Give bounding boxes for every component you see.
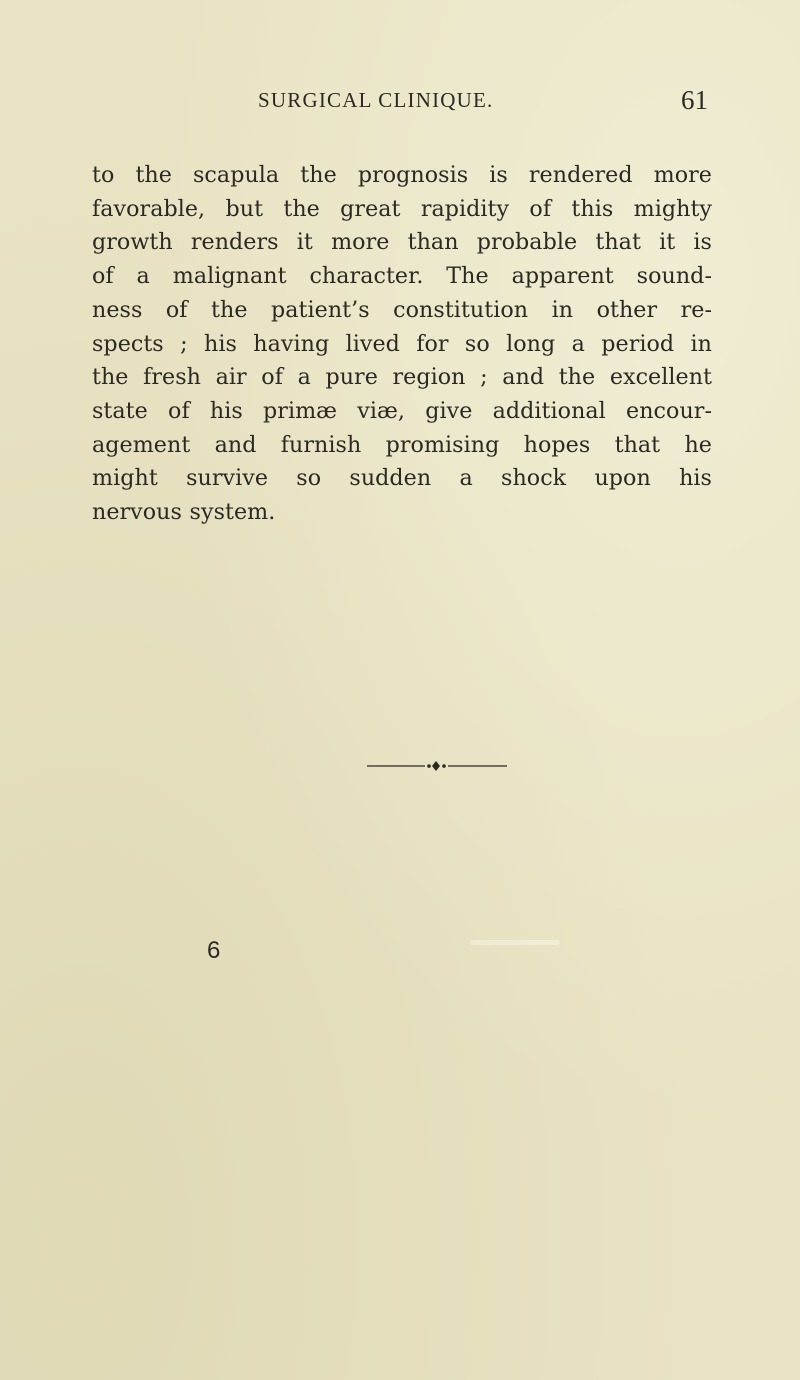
page-number: 61	[681, 85, 708, 115]
running-head	[258, 85, 708, 124]
divider-dot-right	[442, 764, 446, 768]
text-line: the fresh air of a pure region ; and the excellent	[92, 364, 712, 391]
body-paragraph	[92, 159, 712, 530]
paper-stain	[470, 940, 560, 945]
text-line: nervous system.	[92, 499, 276, 526]
section-divider-ornament	[367, 759, 507, 773]
divider-diamond	[432, 761, 440, 771]
text-line: to the scapula the prognosis is rendered more	[92, 162, 712, 188]
divider-dot-left	[427, 764, 431, 768]
text-line: ness of the patient’s constitution in other re-	[92, 296, 712, 323]
text-line: favorable, but the great rapidity of this mighty	[92, 195, 712, 222]
running-title: SURGICAL CLINIQUE.	[258, 88, 494, 112]
text-line: growth renders it more than probable that it is	[92, 229, 712, 256]
text-line: of a malignant character. The apparent sound-	[92, 263, 712, 290]
text-line: might survive so sudden a shock upon his	[92, 465, 712, 492]
text-line: agement and furnish promising hopes that he	[92, 431, 712, 458]
text-line: spects ; his having lived for so long a period in	[92, 330, 712, 357]
text-line: state of his primæ viæ, give additional encour-	[92, 397, 712, 424]
signature-mark: 6	[207, 937, 221, 964]
